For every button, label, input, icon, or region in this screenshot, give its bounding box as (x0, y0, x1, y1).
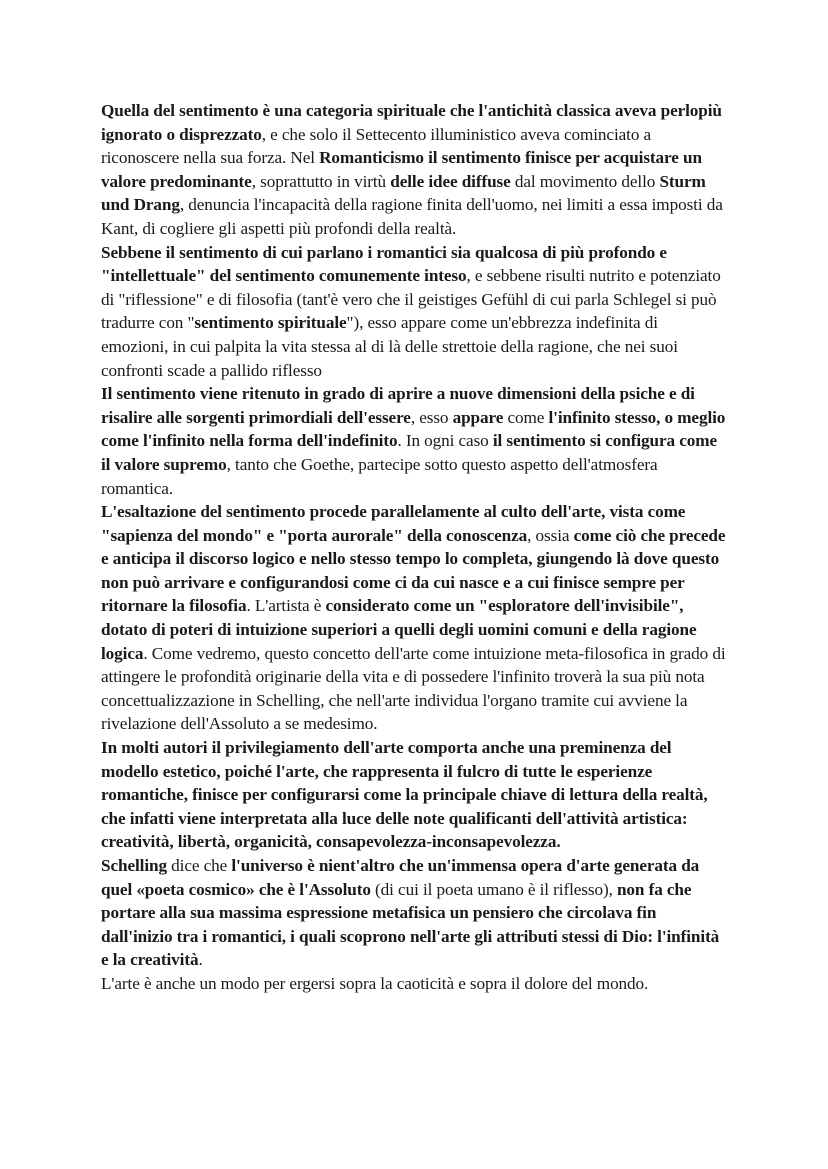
bold-span: Schelling (101, 856, 167, 875)
bold-span: Sturm und Drang (101, 171, 706, 215)
bold-span: come ciò che precede e anticipa il discorso logico e nello stesso tempo lo completa, giungendo là dove questo non può arrivare e configurandosi come ci da cui nasce e a cui finisce sempre per ritornare la filosofia (101, 525, 726, 616)
paragraph (101, 736, 726, 854)
text-span: . In ogni caso (397, 431, 493, 451)
text-span: dice che (166, 856, 232, 875)
bold-span: sentimento spirituale (194, 313, 347, 333)
paragraph (101, 382, 726, 500)
text-span: , soprattutto in virtù (251, 171, 391, 191)
bold-span: In molti autori il privilegiamento dell'arte comporta anche una preminenza del modello estetico, poiché l'arte, che rappresenta il fulcro di tutte le esperienze romantiche, finisce per configurarsi come la principale chiave di lettura della realtà, che infatti viene interpretata alla luce delle note qualificanti dell'attività artistica: creatività, libertà, organicità, consapevolezza-inconsapevolezza. (101, 738, 708, 852)
text-span: . Come vedremo, questo concetto dell'arte come intuizione meta-filosofica in grado di attingere le profondità originarie della vita e di possedere l'infinito troverà la sua più nota concettualizzazione in Schelling, che nell'arte individua l'organo tramite cui avviene la rivelazione dell'Assoluto a se medesimo. (101, 643, 726, 734)
bold-span: Quella del sentimento è una categoria spirituale che l'antichità classica aveva perlopiù ignorato o disprezzato (101, 101, 722, 144)
text-span: , tanto che Goethe, partecipe sotto questo aspetto dell'atmosfera romantica. (101, 454, 658, 498)
text-span: , e sebbene risulti nutrito e potenziato di "riflessione" e di filosofia (tant'è vero che il geistiges Gefühl di cui parla Schlegel si può tradurre con " (101, 266, 721, 333)
text-span: dal movimento dello (510, 171, 660, 191)
paragraph (101, 500, 726, 736)
paragraph (101, 241, 726, 383)
text-span: L'arte è anche un modo per ergersi sopra la caoticità e sopra il dolore del mondo. (101, 973, 649, 993)
paragraph (101, 854, 726, 972)
text-span: , e che solo il Settecento illuministico aveva cominciato a riconoscere nella sua forza. Nel (101, 124, 652, 168)
bold-span: Il sentimento viene ritenuto in grado di aprire a nuove dimensioni della psiche e di risalire alle sorgenti primordiali dell'essere (101, 384, 695, 427)
bold-span: L'esaltazione del sentimento procede parallelamente al culto dell'arte, vista come "sapienza del mondo" e "porta aurorale" della conoscenza (101, 502, 686, 545)
text-span: come (503, 407, 549, 427)
paragraph (101, 99, 726, 241)
bold-span: considerato come un "esploratore dell'invisibile", dotato di poteri di intuizione superiori a quelli degli uomini comuni e della ragione logica (101, 596, 697, 663)
text-span: "), esso appare come un'ebbrezza indefinita di emozioni, in cui palpita la vita stessa al di là delle strettoie della ragione, che nei suoi confronti scade a pallido riflesso (101, 313, 678, 380)
bold-span: non fa che portare alla sua massima espressione metafisica un pensiero che circolava fin dall'inizio tra i romantici, i quali scoprono nell'arte gli attributi stessi di Dio: l'infinità e la creatività (101, 879, 720, 970)
text-span: , ossia (527, 525, 574, 545)
bold-span: Romanticismo il sentimento finisce per acquistare un valore predominante (101, 148, 702, 191)
document-body (101, 99, 726, 996)
text-span: . (198, 950, 203, 970)
text-span: . L'artista è (246, 596, 326, 616)
bold-span: Sebbene il sentimento di cui parlano i romantici sia qualcosa di più profondo e "intellettuale" del sentimento comunemente inteso (101, 242, 667, 286)
bold-span: l'universo è nient'altro che un'immensa opera d'arte generata da quel «poeta cosmico» che è l'Assoluto (101, 856, 700, 899)
text-span: , esso (410, 407, 453, 427)
text-span: , denuncia l'incapacità della ragione finita dell'uomo, nei limiti a essa imposti da Kant, di cogliere gli aspetti più profondi della realtà. (101, 195, 723, 238)
bold-span: il sentimento si configura come il valore supremo (101, 431, 717, 474)
bold-span: appare (452, 407, 504, 427)
bold-span: delle idee diffuse (390, 171, 511, 191)
paragraph (101, 972, 726, 996)
bold-span: l'infinito stesso, o meglio come l'infinito nella forma dell'indefinito (101, 407, 726, 451)
text-span: (di cui il poeta umano è il riflesso), (370, 879, 617, 899)
